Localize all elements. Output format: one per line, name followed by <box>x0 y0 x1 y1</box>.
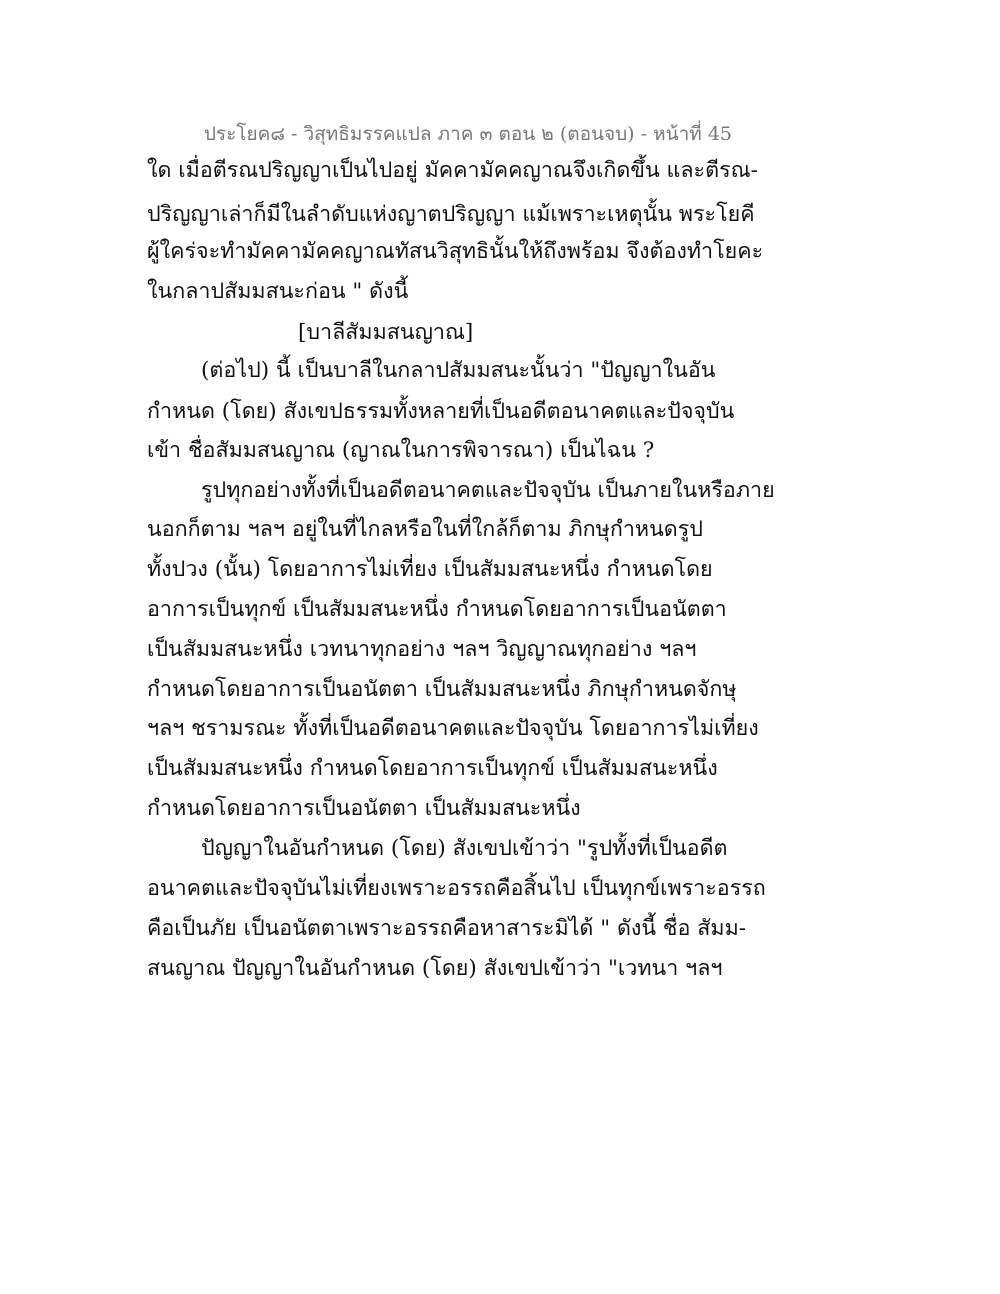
text-line: ผู้ใคร่จะทำมัคคามัคคญาณทัสนวิสุทธินั้นให้ถึงพร้อม จึงต้องทำโยคะ <box>147 239 764 264</box>
section-heading: [บาลีสัมมสนญาณ] <box>298 320 474 345</box>
text-line: อนาคตและปัจจุบันไม่เที่ยงเพราะอรรถคือสิ้นไป เป็นทุกข์เพราะอรรถ <box>147 876 766 901</box>
text-line: ปัญญาในอันกำหนด (โดย) สังเขปเข้าว่า "รูปทั้งที่เป็นอดีต <box>201 836 728 861</box>
text-line: ในกลาปสัมมสนะก่อน " ดังนี้ <box>147 279 409 304</box>
text-line: ใด เมื่อตีรณปริญญาเป็นไปอยู่ มัคคามัคคญาณจึงเกิดขึ้น และตีรณ- <box>147 158 758 183</box>
text-line: เป็นสัมมสนะหนึ่ง เวทนาทุกอย่าง ฯลฯ วิญญาณทุกอย่าง ฯลฯ <box>147 637 697 662</box>
text-line: ปริญญาเล่าก็มีในลำดับแห่งญาตปริญญา แม้เพราะเหตุนั้น พระโยคี <box>147 202 755 227</box>
text-line: เข้า ชื่อสัมมสนญาณ (ญาณในการพิจารณา) เป็นไฉน ? <box>147 438 655 463</box>
text-line: กำหนด (โดย) สังเขปธรรมทั้งหลายที่เป็นอดีตอนาคตและปัจจุบัน <box>147 399 735 424</box>
text-line: รูปทุกอย่างทั้งที่เป็นอดีตอนาคตและปัจจุบัน เป็นภายในหรือภาย <box>201 478 775 503</box>
text-line: ทั้งปวง (นั้น) โดยอาการไม่เที่ยง เป็นสัมมสนะหนึ่ง กำหนดโดย <box>147 557 713 582</box>
text-line: กำหนดโดยอาการเป็นอนัตตา เป็นสัมมสนะหนึ่ง ภิกษุกำหนดจักษุ <box>147 677 737 702</box>
text-line: อาการเป็นทุกข์ เป็นสัมมสนะหนึ่ง กำหนดโดยอาการเป็นอนัตตา <box>147 597 727 622</box>
text-line: (ต่อไป) นี้ เป็นบาลีในกลาปสัมมสนะนั้นว่า "ปัญญาในอัน <box>201 358 716 383</box>
text-line: สนญาณ ปัญญาในอันกำหนด (โดย) สังเขปเข้าว่า "เวทนา ฯลฯ <box>147 956 723 981</box>
text-line: คือเป็นภัย เป็นอนัตตาเพราะอรรถคือหาสาระมิได้ " ดังนี้ ชื่อ สัมม- <box>147 916 747 941</box>
text-line: เป็นสัมมสนะหนึ่ง กำหนดโดยอาการเป็นทุกข์ เป็นสัมมสนะหนึ่ง <box>147 756 718 781</box>
text-line: นอกก็ตาม ฯลฯ อยู่ในที่ไกลหรือในที่ใกล้ก็ตาม ภิกษุกำหนดรูป <box>147 517 703 542</box>
text-line: กำหนดโดยอาการเป็นอนัตตา เป็นสัมมสนะหนึ่ง <box>147 796 581 821</box>
page-header: ประโยค๘ - วิสุทธิมรรคแปล ภาค ๓ ตอน ๒ (ตอนจบ) - หน้าที่ 45 <box>203 123 732 145</box>
text-line: ฯลฯ ชรามรณะ ทั้งที่เป็นอดีตอนาคตและปัจจุบัน โดยอาการไม่เที่ยง <box>147 716 759 741</box>
